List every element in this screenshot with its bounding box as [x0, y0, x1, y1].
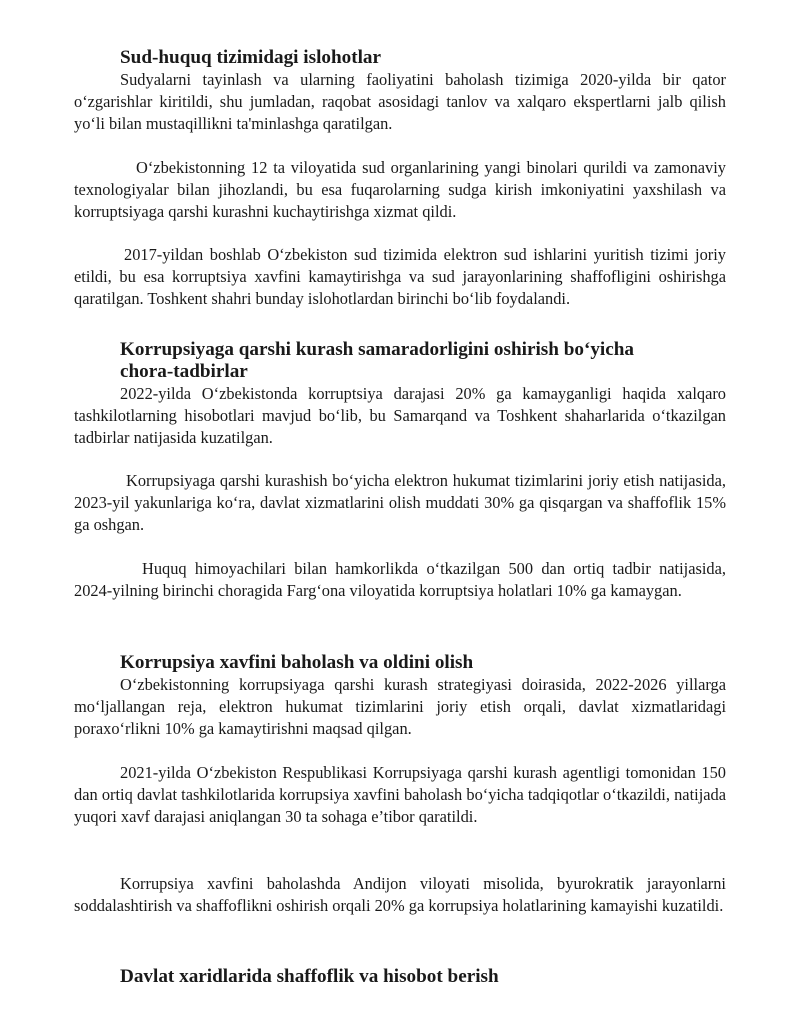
- paragraph: 2021-yilda O‘zbekiston Respublikasi Korrupsiyaga qarshi kurash agentligi tomonidan 150 dan ortiq davlat tashkilotlarida korrupsiya xavfini baholash bo‘yicha tadqiqotlar o‘tkazildi, natijada yuqori xavf darajasi aniqlangan 30 ta sohaga e’tibor qaratildi.: [74, 763, 726, 826]
- section-heading: Korrupsiya xavfini baholash va oldini olish: [120, 652, 474, 673]
- paragraph: 2017-yildan boshlab O‘zbekiston sud tizimida elektron sud ishlarini yuritish tizimi joriy etildi, bu esa korruptsiya xavfini kamaytirishga va sud jarayonlarining shaffofligini oshirishga qaratilgan. Toshkent shahri bunday islohotlardan birinchi bo‘lib foydalandi.: [74, 245, 726, 308]
- paragraph: Sudyalarni tayinlash va ularning faoliyatini baholash tizimiga 2020-yilda bir qator o‘zgarishlar kiritildi, shu jumladan, raqobat asosidagi tanlov va xalqaro ekspertlarni jalb qilish yo‘li bilan mustaqillikni ta'minlashga qaratilgan.: [74, 70, 726, 133]
- section-heading: Sud-huquq tizimidagi islohotlar: [120, 47, 382, 68]
- section-heading: Davlat xaridlarida shaffoflik va hisobot berish: [120, 966, 499, 987]
- paragraph: Huquq himoyachilari bilan hamkorlikda o‘tkazilgan 500 dan ortiq tadbir natijasida, 2024-yilning birinchi choragida Farg‘ona viloyatida korruptsiya holatlari 10% ga kamaygan.: [74, 559, 726, 600]
- section-heading: Korrupsiyaga qarshi kurash samaradorligini oshirish bo‘yicha chora-tadbirlar: [120, 339, 634, 382]
- paragraph: O‘zbekistonning 12 ta viloyatida sud organlarining yangi binolari qurildi va zamonaviy texnologiyalar bilan jihozlandi, bu esa fuqarolarning sudga kirish imkoniyatini yaxshilash va korruptsiyaga qarshi kurashni kuchaytirishga xizmat qildi.: [74, 158, 726, 221]
- paragraph: Korrupsiyaga qarshi kurashish bo‘yicha elektron hukumat tizimlarini joriy etish natijasida, 2023-yil yakunlariga ko‘ra, davlat xizmatlarini olish muddati 30% ga qisqargan va shaffoflik 15% ga oshgan.: [74, 471, 726, 534]
- paragraph: 2022-yilda O‘zbekistonda korruptsiya darajasi 20% ga kamayganligi haqida xalqaro tashkilotlarning hisobotlari mavjud bo‘lib, bu Samarqand va Toshkent shaharlarida o‘tkazilgan tadbirlar natijasida kuzatilgan.: [74, 384, 726, 447]
- paragraph: Korrupsiya xavfini baholashda Andijon viloyati misolida, byurokratik jarayonlarni soddalashtirish va shaffoflikni oshirish orqali 20% ga korrupsiya holatlarining kamayishi kuzatildi.: [74, 874, 726, 915]
- paragraph: O‘zbekistonning korrupsiyaga qarshi kurash strategiyasi doirasida, 2022-2026 yillarga mo‘ljallangan reja, elektron hukumat tizimlarini joriy etish orqali, davlat xizmatlaridagi poraxo‘rlikni 10% ga kamaytirishni maqsad qilgan.: [74, 675, 726, 738]
